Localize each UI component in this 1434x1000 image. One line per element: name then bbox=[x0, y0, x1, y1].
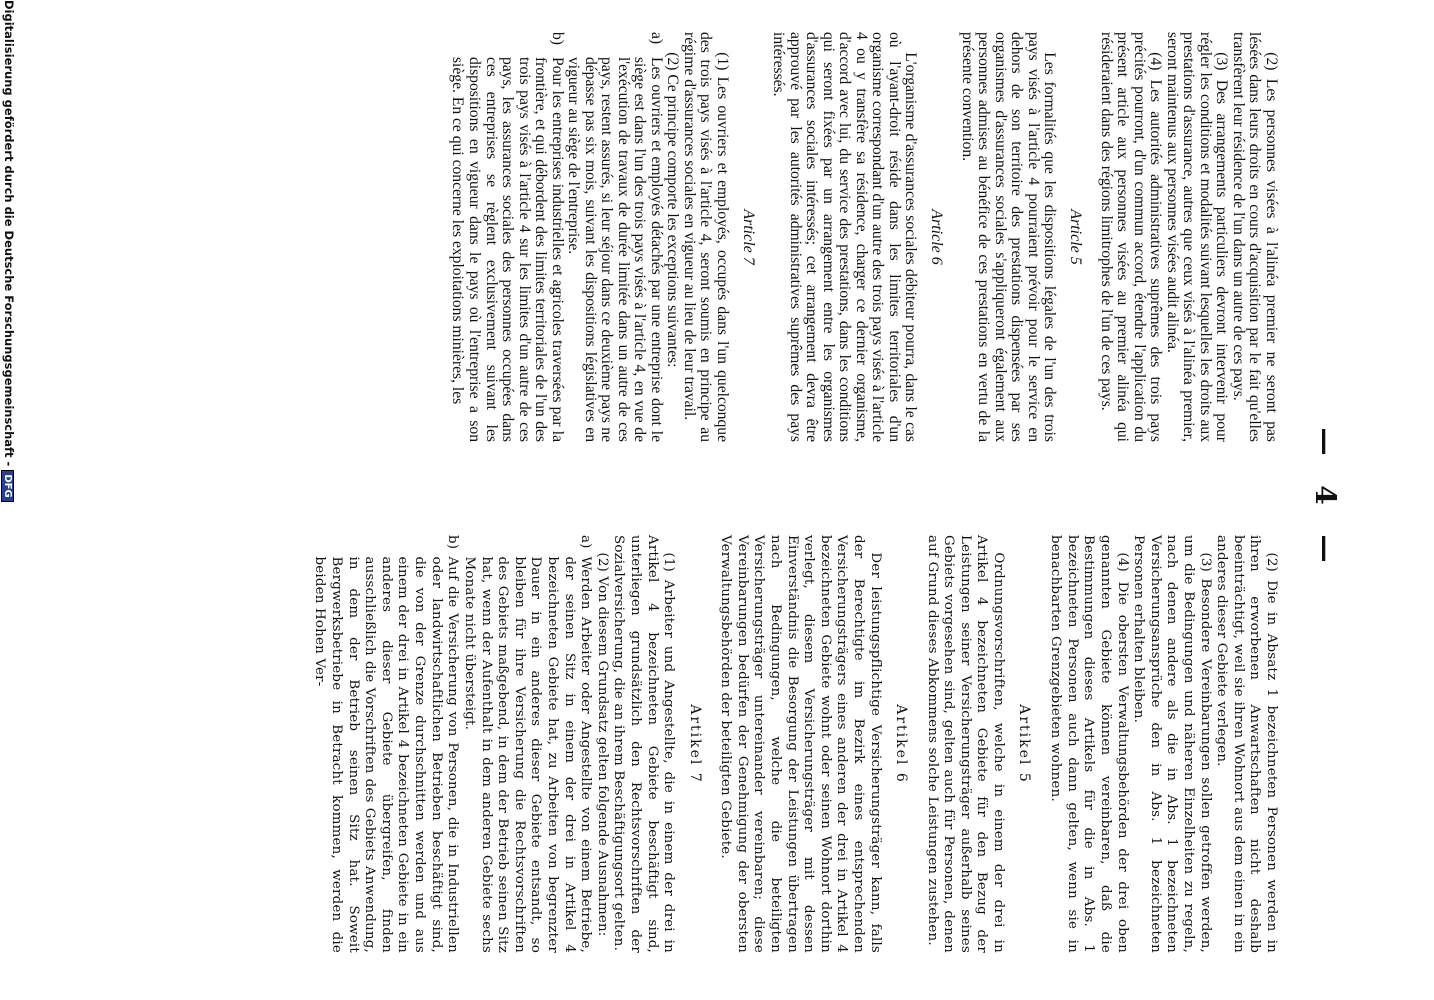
de-art7-item-b bbox=[311, 535, 460, 953]
credit-text: Digitalisierung gefördert durch die Deutsche Forschungsgemeinschaft - bbox=[2, 0, 16, 467]
fr-art4-para4: (4) Les autorités administratives suprêmes des trois pays précités pourront, d'un commun accord, étendre l'application du présent article aux personnes visées au premier alinéa qui résideraient dans des régions limitrophes de l'un de ces pays. bbox=[1097, 32, 1165, 442]
fr-art7-item-b bbox=[449, 32, 565, 442]
fr-article5-heading: Article 5 bbox=[1067, 209, 1085, 265]
de-art4-para2: (2) Die in Absatz 1 bezeichneten Personen werden in ihren erworbenen Anwartschaften nicht deshalb beeinträchtigt, weil sie ihren Wohnort aus dem einen in ein anderes dieser Gebiete verlegen. bbox=[1214, 535, 1279, 953]
fr-art4-para2: (2) Les personnes visées à l'alinéa premier ne seront pas lésées dans leurs droits en cours d'acquisition par le fait qu'elles transfèrent leur résidence de l'un dans un autre de ces pays. bbox=[1229, 32, 1280, 442]
fr-art7-para1: (1) Les ouvriers et employés, occupés dans l'un quelconque des trois pays visés à l'article 4, seront soumis en principe au régime d'assurances sociales en vigueur au lieu de leur travail. bbox=[680, 32, 731, 442]
de-article7-heading: Artikel 7 bbox=[686, 704, 703, 784]
de-art5-text: Ordnungsvorschriften, welche in einem der drei in Artikel 4 bezeichneten Gebiete für den Bezug der Leistungen seiner Versicherungsträger außerhalb seines Gebiets vorgesehen sind, gelten auch für Personen, denen auf Grund dieses Abkommens solche Leistungen zustehen. bbox=[924, 535, 1007, 953]
de-art7-para1: (1) Arbeiter und Angestellte, die in einem der drei in Artikel 4 bezeichneten Gebiete beschäftigt sind, unterliegen grundsätzlich den Rechtsvorschriften der Sozialversicherung, die an ihrem Beschäftigungsort gelten. bbox=[611, 535, 677, 953]
de-article5-heading: Artikel 5 bbox=[1016, 704, 1033, 784]
fr-item-a-text: Les ouvriers et employés détachés par une entreprise dont le siège est dans l'un des trois pays visés à l'article 4, en vue de l'exécution de travaux de durée limitée dans un autre de ces pays, restent assurés, si leur séjour dans ce deuxième pays ne dépasse pas six mois, suivant les dispositions législatives en vigueur au siège de l'entreprise. bbox=[565, 56, 665, 442]
fr-item-b-label: b) bbox=[548, 32, 566, 45]
fr-item-b-text: Pour les entreprises industrielles et agricoles traversées par la frontière, et qui débordent des limites territoriales de l'un des trois pays visés à l'article 4 sur les limites d'un autre de ces pays, les assurances sociales des personnes occupées dans ces entreprises se règlent exclusivement suivant les dispositions en vigueur dans le pays où l'entreprise a son siège. En ce qui concerne les exploitations minières, les bbox=[449, 56, 566, 442]
dfg-logo: DFG bbox=[1, 470, 14, 501]
de-article6-heading: Artikel 6 bbox=[893, 704, 910, 784]
fr-art7-item-a bbox=[565, 32, 664, 442]
fr-article7-heading: Article 7 bbox=[739, 209, 757, 265]
fr-item-a-label: a) bbox=[647, 32, 665, 45]
de-item-b-label: b) bbox=[445, 535, 461, 550]
de-art6-text: Der leistungspflichtige Versicherungsträger kann, falls der Berechtigte im Bezirk eines entsprechenden Versicherungsträgers eines anderen der drei in Artikel 4 bezeichneten Gebiete wohnt oder seinen Wohnort dorthin verlegt, diesem Versicherungsträger mit dessen Einverständnis die Besorgung der Leistungen übertragen nach Bedingungen, welche die beteiligten Versicherungsträger untereinander vereinbaren; diese Vereinbarungen bedürfen der Genehmigung der obersten Verwaltungsbehörden der beteiligten Gebiete. bbox=[718, 535, 883, 953]
page-number: — 4 — bbox=[1309, 427, 1342, 573]
de-item-b-text: Auf die Versicherung von Personen, die in Industriellen oder landwirtschaftlichen Betrieben beschäftigt sind, die von der Grenze durchschnitten werden und aus einem der drei in Artikel 4 bezeichneten Gebiete in ein anderes dieser Gebiete übergreifen, finden ausschließlich die Vorschriften des Gebiets Anwendung, in dem der Betrieb seinen Sitz hat. Soweit Bergwerksbetriebe in Betracht kommen, werden die beiden Hohen Ver- bbox=[312, 556, 461, 953]
de-item-a-text: Werden Arbeiter oder Angestellte von einem Betriebe, der seinen Sitz in einem der drei in Artikel 4 bezeichneten Gebiete hat, zu Arbeiten von begrenzter Dauer in ein anderes dieser Gebiete entsandt, so bleiben für ihre Versicherung die Rechtsvorschriften des Gebiets maßgebend, in dem der Betrieb seinen Sitz hat, wenn der Aufenthalt in dem anderen Gebiete sechs Monate nicht übersteigt. bbox=[461, 556, 594, 953]
fr-art4-para3: (3) Des arrangements particuliers devront intervenir pour régler les conditions et modalités suivant lesquelles les droits aux prestations d'assurance, autres que ceux visés à l'alinéa premier, seront maintenus aux personnes visées audit alinéa. bbox=[1163, 32, 1231, 442]
digitization-credit bbox=[1, 0, 16, 1000]
fr-art5-text: Les formalités que les dispositions légales de l'un des trois pays visés à l'article 4 pourraient prévoir pour le service en dehors de son territoire des prestations dispensées par ses organismes d'assurances sociales s'appliqueront également aux personnes admises au bénéfice de ces prestations en vertu de la présente convention. bbox=[958, 32, 1059, 442]
de-art4-para3: (3) Besondere Vereinbarungen sollen getroffen werden, um die Bedingungen und näheren Einzelheiten zu regeln, nach denen andere als die in Abs. 1 bezeichneten Versicherungsansprüche den in Abs. 1 bezeichneten Personen erhalten bleiben. bbox=[1131, 535, 1213, 953]
de-art7-para2: (2) Von diesem Grundsatz gelten folgende Ausnahmen: bbox=[594, 552, 610, 937]
fr-article6-heading: Article 6 bbox=[928, 209, 946, 265]
french-column bbox=[449, 32, 1279, 442]
de-item-a-label: a) bbox=[578, 535, 594, 549]
fr-art6-text: L'organisme d'assurances sociales débiteur pourra, dans le cas où l'ayant-droit réside dans les limites territoriales d'un organisme correspondant d'un autre des trois pays visés à l'article 4 ou y transfère sa résidence, charger ce dernier organisme, d'accord avec lui, du service des prestations, dans les conditions qui seront fixées par un arrangement entre les organismes d'assurances sociales intéressés; cet arrangement devra être approuvé par les autorités administratives suprêmes des pays intéressés. bbox=[770, 32, 920, 442]
fr-art7-para2: (2) Ce principe comporte les exceptions suivantes: bbox=[664, 52, 682, 368]
german-column bbox=[311, 535, 1279, 953]
de-art4-para4: (4) Die obersten Verwaltungsbehörden der drei oben genannten Gebiete können vereinbaren, daß die Bestimmungen dieses Artikels für die in Abs. 1 bezeichneten Personen auch dann gelten, wenn sie in benachbarten Grenzgebieten wohnen. bbox=[1048, 535, 1130, 953]
de-art7-item-a bbox=[460, 535, 593, 953]
